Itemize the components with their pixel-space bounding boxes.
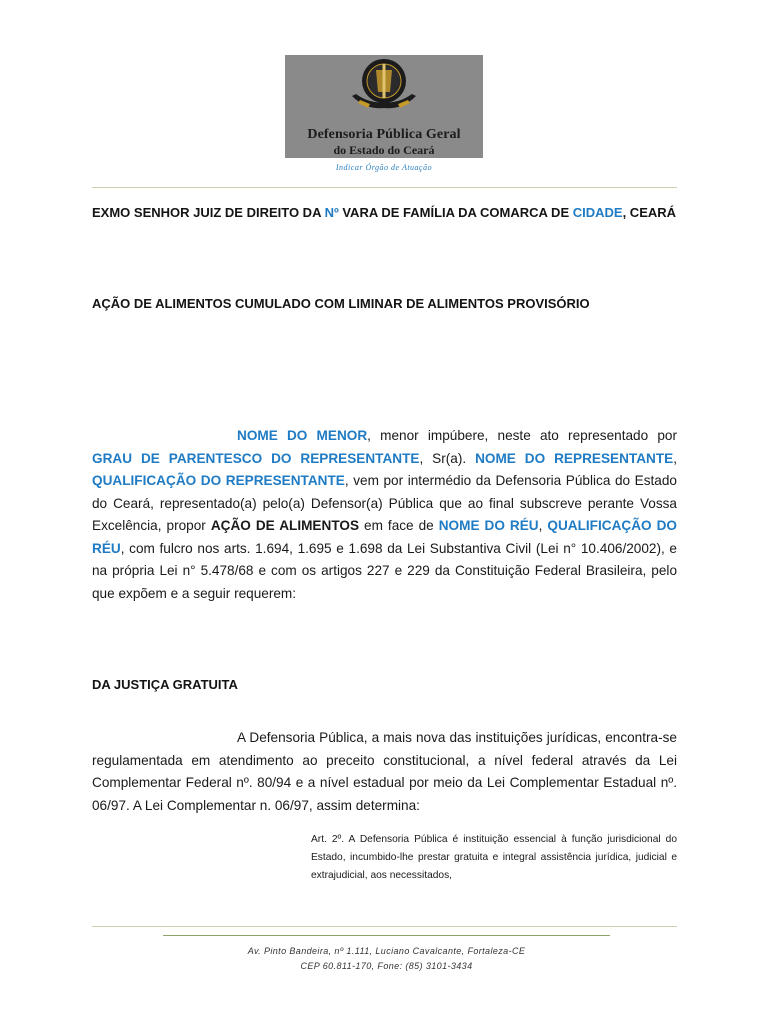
intro-text: , [538, 518, 548, 533]
footer-contact: CEP 60.811-170, Fone: (85) 3101-3434 [300, 961, 473, 971]
intro-text: , vem por intermédio da Defensoria Pública do Estado do Ceará, representado(a) pelo(a) Defensor(a) Pública que ao final subscreve perante Vossa Excelência, propor [92, 473, 677, 533]
justice-paragraph: A Defensoria Pública, a mais nova das instituições jurídicas, encontra-se regulamentada em atendimento ao preceito constitucional, a nível federal através da Lei Complementar Federal nº. 80/94 e a nível estadual por meio da Lei Complementar Estadual nº. 06/97. A Lei Complementar n. 06/97, assim determina: [92, 730, 677, 813]
representative-qualification-field[interactable]: QUALIFICAÇÃO DO REPRESENTANTE [92, 473, 345, 488]
city-field[interactable]: CIDADE [572, 205, 623, 220]
action-title: AÇÃO DE ALIMENTOS CUMULADO COM LIMINAR DE ALIMENTOS PROVISÓRIO [92, 296, 590, 311]
addressee-text-2: VARA DE FAMÍLIA DA COMARCA DE [338, 205, 573, 220]
section-title: DA JUSTIÇA GRATUITA [92, 677, 238, 692]
header-divider [92, 187, 677, 188]
intro-text: , com fulcro nos arts. 1.694, 1.695 e 1.698 da Lei Substantiva Civil (Lei n° 10.406/2002), e na própria Lei n° 5.478/68 e com os artigos 227 e 229 da Constituição Federal Brasileira, pelo que expõem e a seguir requerem: [92, 540, 677, 601]
organ-placeholder: Indicar Órgão de Atuação [335, 163, 433, 172]
addressee-text-1: EXMO SENHOR JUIZ DE DIREITO DA [92, 205, 325, 220]
footer-divider [92, 926, 677, 927]
intro-text: , Sr(a). [419, 450, 476, 466]
vara-number-field[interactable]: Nº [324, 205, 339, 220]
intro-paragraph [92, 425, 677, 605]
addressee-heading [92, 205, 692, 220]
representative-name-field[interactable]: NOME DO REPRESENTANTE [475, 450, 674, 466]
kinship-field[interactable]: GRAU DE PARENTESCO DO REPRESENTANTE [92, 450, 420, 466]
legal-quote: Art. 2º. A Defensoria Pública é instituição essencial à função jurisdicional do Estado, incumbido-lhe prestar gratuita e integral assistência jurídica, judicial e extrajudicial, aos necessitados, [311, 834, 677, 881]
addressee-text-3: , CEARÁ [622, 205, 677, 220]
action-name: AÇÃO DE ALIMENTOS [210, 518, 360, 533]
intro-text: em face de [359, 518, 439, 533]
coat-of-arms-icon [346, 56, 422, 118]
intro-text: , [673, 450, 677, 466]
intro-text: , menor impúbere, neste ato representado por [367, 428, 678, 443]
footer-accent-line [163, 935, 610, 936]
defendant-qualification-field[interactable]: QUALIFICAÇÃO DO RÉU [92, 518, 677, 556]
footer-address: Av. Pinto Bandeira, nº 1.111, Luciano Cavalcante, Fortaleza-CE [247, 946, 526, 956]
defendant-name-field[interactable]: NOME DO RÉU [438, 518, 539, 533]
logo-subtitle: do Estado do Ceará [333, 143, 435, 157]
logo-title: Defensoria Pública Geral [307, 127, 461, 142]
minor-name-field[interactable]: NOME DO MENOR [237, 428, 368, 443]
